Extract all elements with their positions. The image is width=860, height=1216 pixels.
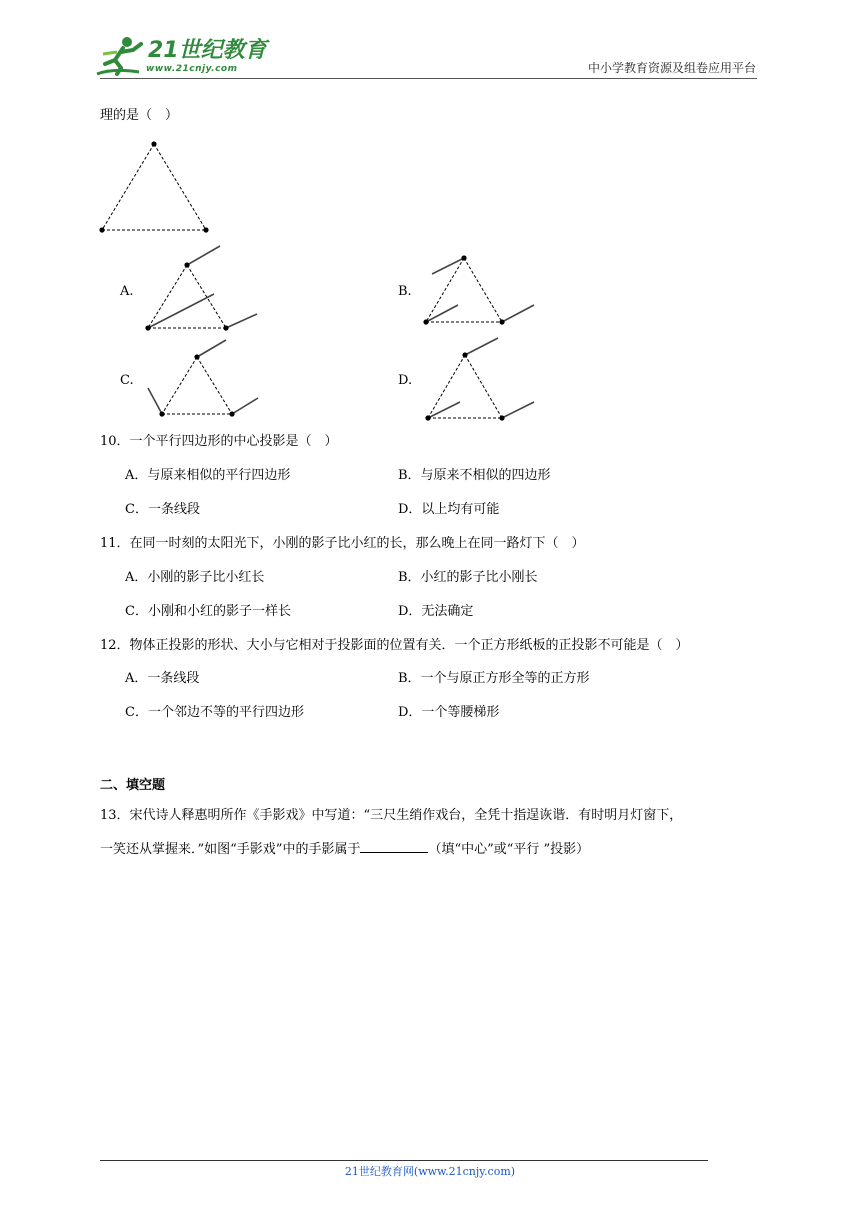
q10-option-a[interactable]: A．与原来相似的平行四边形	[125, 468, 291, 483]
header-divider	[100, 78, 757, 79]
q9-option-a-label[interactable]: A.	[120, 284, 134, 299]
runner-logo-icon	[93, 34, 153, 78]
q12-option-c[interactable]: C．一个邻边不等的平行四边形	[125, 705, 304, 720]
q12-option-b[interactable]: B．一个与原正方形全等的正方形	[398, 671, 590, 686]
q9-option-c-figure[interactable]	[140, 338, 265, 420]
q11-option-c[interactable]: C．小刚和小红的影子一样长	[125, 604, 291, 619]
logo-url: www.21cnjy.com	[146, 64, 238, 74]
q13-line-2	[100, 840, 589, 858]
q13-line-1: 13．宋代诗人释惠明所作《手影戏》中写道：“三尺生绡作戏台，全凭十指逞诙谐．有时明月灯窗下，	[100, 808, 683, 823]
q9-option-a-figure[interactable]	[140, 240, 265, 335]
footer-divider	[100, 1160, 708, 1161]
footer-text[interactable]: 21世纪教育网(www.21cnjy.com)	[344, 1165, 516, 1178]
q11-option-b[interactable]: B．小红的影子比小刚长	[398, 570, 538, 585]
q12-option-d[interactable]: D．一个等腰梯形	[398, 705, 500, 720]
q13-line-2-before: 一笑还从掌握来．”如图“手影戏”中的手影属于	[100, 842, 361, 857]
section-title-fill-blank: 二、填空题	[100, 778, 166, 793]
q13-line-2-after: （填“中心”或“平行 ”投影）	[428, 842, 590, 857]
q11-option-a[interactable]: A．小刚的影子比小红长	[125, 570, 265, 585]
q10-option-c[interactable]: C．一条线段	[125, 502, 200, 517]
q9-option-b-label[interactable]: B.	[398, 284, 412, 299]
q12-stem: 12．物体正投影的形状、大小与它相对于投影面的位置有关．一个正方形纸板的正投影不可能是（ ）	[100, 638, 689, 653]
q9-stem-tail: 理的是（ ）	[100, 108, 179, 123]
q10-option-d[interactable]: D．以上均有可能	[398, 502, 500, 517]
q12-option-a[interactable]: A．一条线段	[125, 671, 200, 686]
q9-option-d-figure[interactable]	[420, 334, 540, 424]
q9-main-triangle	[96, 138, 216, 238]
q10-option-b[interactable]: B．与原来不相似的四边形	[398, 468, 551, 483]
logo-text: 21世纪教育	[148, 38, 267, 63]
q9-option-b-figure[interactable]	[420, 250, 540, 330]
q11-stem: 11．在同一时刻的太阳光下，小刚的影子比小红的长，那么晚上在同一路灯下（ ）	[100, 536, 585, 551]
q10-stem: 10．一个平行四边形的中心投影是（ ）	[100, 434, 338, 449]
header-title: 中小学教育资源及组卷应用平台	[587, 61, 756, 75]
q9-option-d-label[interactable]: D.	[398, 373, 413, 388]
q11-option-d[interactable]: D．无法确定	[398, 604, 474, 619]
q13-answer-blank[interactable]	[360, 840, 428, 853]
q9-option-c-label[interactable]: C.	[120, 373, 134, 388]
